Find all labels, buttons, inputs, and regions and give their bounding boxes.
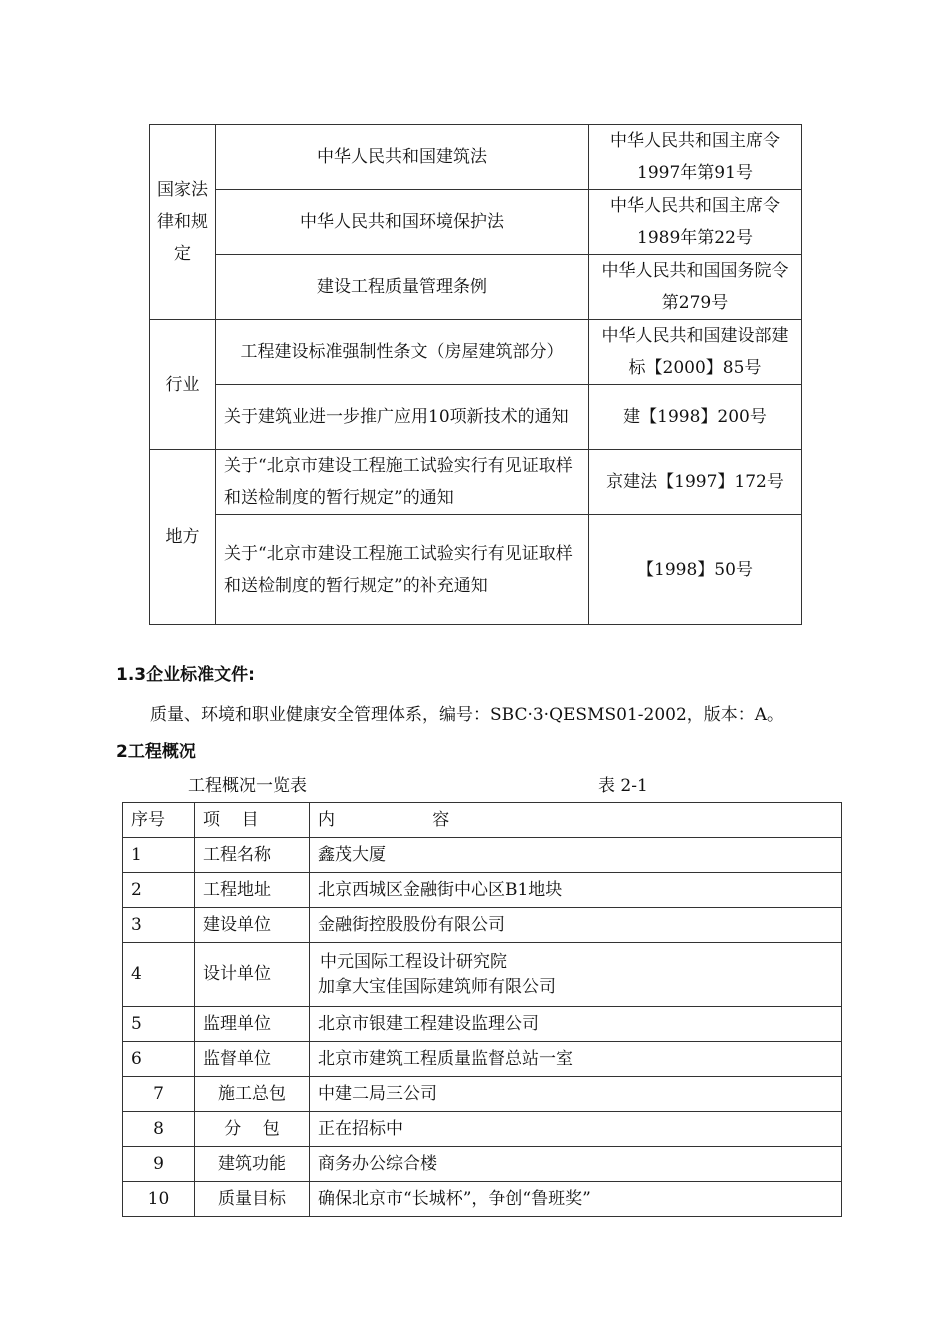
regulation-name: 工程建设标准强制性条文（房屋建筑部分） xyxy=(216,320,589,385)
row-content: 鑫茂大厦 xyxy=(310,838,842,873)
row-no: 10 xyxy=(123,1182,195,1217)
row-no: 5 xyxy=(123,1007,195,1042)
table-row xyxy=(123,838,842,873)
table-number: 表 2-1 xyxy=(598,776,648,796)
row-item: 设计单位 xyxy=(195,943,310,1007)
table-row xyxy=(150,515,802,625)
category-cell: 地方 xyxy=(150,450,216,625)
row-no: 8 xyxy=(123,1112,195,1147)
header-no: 序号 xyxy=(123,803,195,838)
regulation-number: 中华人民共和国国务院令第279号 xyxy=(589,255,802,320)
table-header-row xyxy=(123,803,842,838)
table-row xyxy=(123,1182,842,1217)
regulation-number: 中华人民共和国主席令1989年第22号 xyxy=(589,190,802,255)
row-item: 分 包 xyxy=(195,1112,310,1147)
header-item: 项 目 xyxy=(195,803,310,838)
header-content: 内 容 xyxy=(310,803,842,838)
row-content: 金融街控股股份有限公司 xyxy=(310,908,842,943)
row-content: 北京市银建工程建设监理公司 xyxy=(310,1007,842,1042)
row-no: 4 xyxy=(123,943,195,1007)
row-content: 商务办公综合楼 xyxy=(310,1147,842,1182)
row-no: 2 xyxy=(123,873,195,908)
regulation-name: 中华人民共和国环境保护法 xyxy=(216,190,589,255)
table-row xyxy=(150,450,802,515)
enterprise-standard-text: 质量、环境和职业健康安全管理体系，编号：SBC·3·QESMS01-2002，版本：A。 xyxy=(150,705,785,725)
table-row xyxy=(123,1007,842,1042)
table-row xyxy=(150,125,802,190)
regulation-number: 中华人民共和国主席令1997年第91号 xyxy=(589,125,802,190)
project-overview-table xyxy=(122,802,842,1217)
row-item: 工程名称 xyxy=(195,838,310,873)
row-content: 北京西城区金融街中心区B1地块 xyxy=(310,873,842,908)
category-cell: 行业 xyxy=(150,320,216,450)
category-cell: 国家法律和规定 xyxy=(150,125,216,320)
table-row xyxy=(123,1042,842,1077)
row-item: 工程地址 xyxy=(195,873,310,908)
table-row xyxy=(123,1077,842,1112)
row-content: 北京市建筑工程质量监督总站一室 xyxy=(310,1042,842,1077)
table-row xyxy=(123,908,842,943)
table-row xyxy=(123,1112,842,1147)
regulation-name: 中华人民共和国建筑法 xyxy=(216,125,589,190)
row-item: 施工总包 xyxy=(195,1077,310,1112)
row-item: 监督单位 xyxy=(195,1042,310,1077)
row-item: 监理单位 xyxy=(195,1007,310,1042)
row-no: 9 xyxy=(123,1147,195,1182)
table-row xyxy=(150,320,802,385)
regulation-number: 京建法【1997】172号 xyxy=(589,450,802,515)
section-heading-2: 2工程概况 xyxy=(116,742,196,762)
regulation-name: 关于建筑业进一步推广应用10项新技术的通知 xyxy=(216,385,589,450)
table-row xyxy=(150,385,802,450)
regulations-table xyxy=(149,124,802,625)
row-item: 建设单位 xyxy=(195,908,310,943)
row-content-line: 中元国际工程设计研究院 xyxy=(320,951,507,972)
row-no: 7 xyxy=(123,1077,195,1112)
regulation-number: 【1998】50号 xyxy=(589,515,802,625)
regulation-name: 关于“北京市建设工程施工试验实行有见证取样和送检制度的暂行规定”的通知 xyxy=(216,450,589,515)
row-content: 正在招标中 xyxy=(310,1112,842,1147)
table-row xyxy=(150,190,802,255)
table-title: 工程概况一览表 xyxy=(188,776,307,796)
table-row xyxy=(123,873,842,908)
regulation-number: 中华人民共和国建设部建标【2000】85号 xyxy=(589,320,802,385)
regulation-number: 建【1998】200号 xyxy=(589,385,802,450)
table-row xyxy=(123,943,842,1007)
row-content: 中建二局三公司 xyxy=(310,1077,842,1112)
row-content xyxy=(310,943,842,1007)
table-row xyxy=(150,255,802,320)
regulation-name: 关于“北京市建设工程施工试验实行有见证取样和送检制度的暂行规定”的补充通知 xyxy=(216,515,589,625)
section-heading-1-3: 1.3企业标准文件: xyxy=(116,665,255,685)
row-content: 确保北京市“长城杯”，争创“鲁班奖” xyxy=(310,1182,842,1217)
row-item: 质量目标 xyxy=(195,1182,310,1217)
row-no: 1 xyxy=(123,838,195,873)
row-item: 建筑功能 xyxy=(195,1147,310,1182)
row-no: 3 xyxy=(123,908,195,943)
regulation-name: 建设工程质量管理条例 xyxy=(216,255,589,320)
table-row xyxy=(123,1147,842,1182)
row-no: 6 xyxy=(123,1042,195,1077)
row-content-line: 加拿大宝佳国际建筑师有限公司 xyxy=(318,976,556,997)
